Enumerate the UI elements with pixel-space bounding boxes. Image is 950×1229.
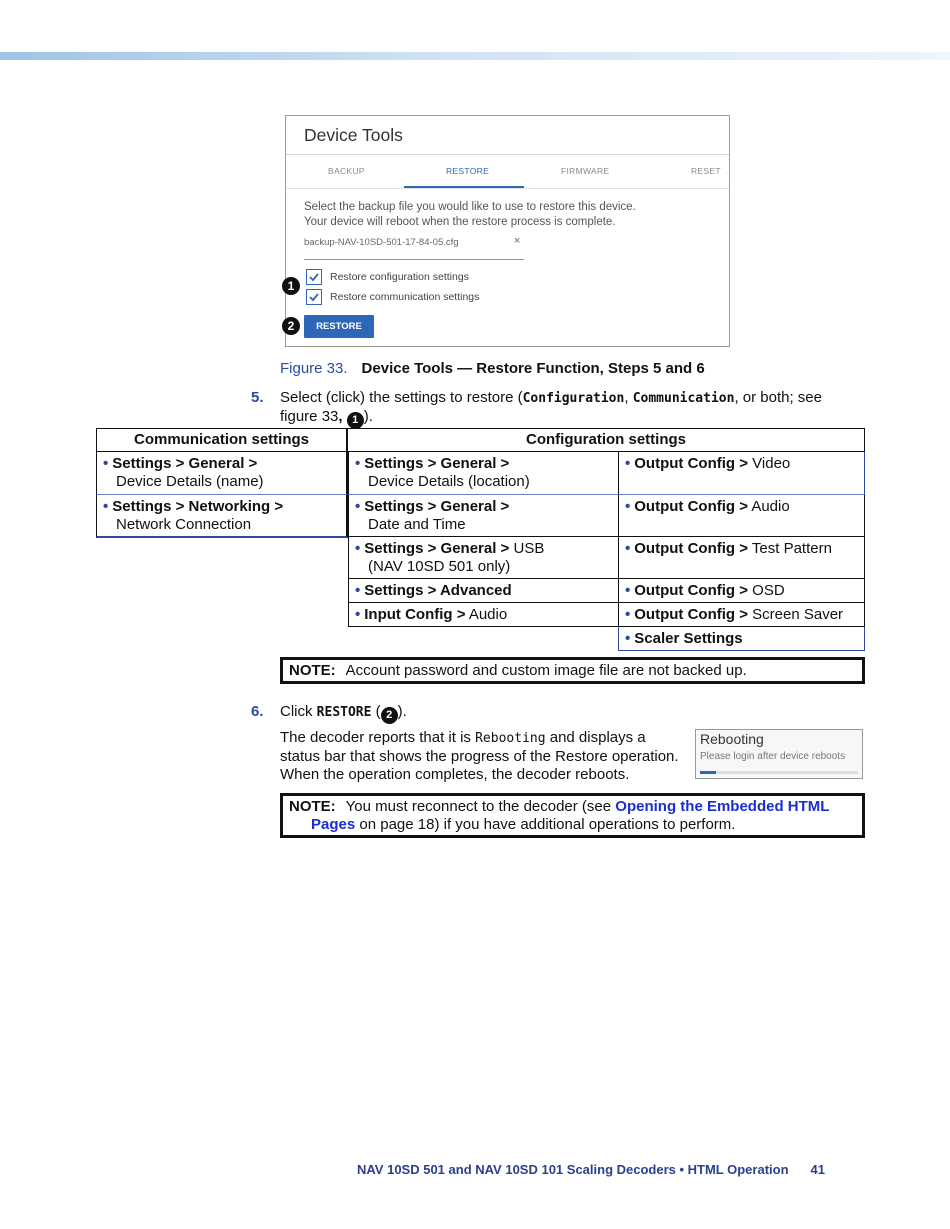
setting-path: Input Config > xyxy=(364,606,466,623)
file-field-underline xyxy=(304,259,524,260)
setting-path: Output Config > xyxy=(634,606,748,623)
step-5-text xyxy=(280,389,840,429)
figure-reference: figure 33 xyxy=(280,408,339,425)
note-label: NOTE: xyxy=(289,798,336,815)
table-cell xyxy=(618,495,865,537)
table-cell xyxy=(618,627,865,651)
bullet: • xyxy=(355,582,361,599)
bullet: • xyxy=(103,455,109,472)
para-text: When the operation completes, the decoder reboots. xyxy=(280,766,630,783)
step-6-paragraph xyxy=(280,729,690,784)
setting-detail: Network Connection xyxy=(116,516,252,533)
setting-path: Settings > General > xyxy=(112,455,258,472)
bullet: • xyxy=(625,540,631,557)
bullet: • xyxy=(625,582,631,599)
callout-1: 1 xyxy=(282,277,300,295)
tab-firmware[interactable]: FIRMWARE xyxy=(561,166,610,176)
setting-rest: Test Pattern xyxy=(748,540,832,557)
progress-bar xyxy=(700,771,858,774)
bullet: • xyxy=(103,498,109,515)
setting-path: Output Config > xyxy=(634,498,748,515)
tab-backup[interactable]: BACKUP xyxy=(328,166,365,176)
step-number: 6. xyxy=(251,703,264,720)
restore-configuration-label: Restore configuration settings xyxy=(330,271,469,283)
setting-path: Settings > General > xyxy=(364,540,510,557)
code-restore: RESTORE xyxy=(316,705,372,720)
table-cell xyxy=(618,579,865,603)
header-gradient-bar xyxy=(0,52,950,60)
note-label: NOTE: xyxy=(289,662,336,679)
callout-1-ref: 1 xyxy=(347,412,364,429)
link-embedded-html-pages[interactable]: Opening the Embedded HTML xyxy=(615,798,830,815)
setting-path: Output Config > xyxy=(634,582,748,599)
step-text: ). xyxy=(397,703,407,720)
tab-reset[interactable]: RESET xyxy=(691,166,721,176)
restore-button[interactable]: RESTORE xyxy=(304,315,374,338)
check-icon xyxy=(308,271,320,283)
table-cell xyxy=(348,452,618,495)
setting-rest: USB xyxy=(509,540,545,557)
step-6-text xyxy=(280,703,407,724)
note-backup xyxy=(280,657,865,684)
table-header: Configuration settings xyxy=(348,428,865,452)
link-embedded-html-pages[interactable]: Pages xyxy=(311,816,356,833)
table-cell xyxy=(618,537,865,579)
setting-rest: OSD xyxy=(748,582,785,599)
setting-rest: Video xyxy=(748,455,791,472)
backup-file-name: backup-NAV-10SD-501-17-84-05.cfg xyxy=(304,237,459,248)
code-rebooting: Rebooting xyxy=(475,731,546,746)
rebooting-title: Rebooting xyxy=(700,731,764,747)
bullet: • xyxy=(625,630,631,647)
table-row xyxy=(96,452,348,495)
table-cell xyxy=(348,579,618,603)
footer-text: NAV 10SD 501 and NAV 10SD 101 Scaling Decoders • HTML Operation xyxy=(357,1162,789,1177)
step-text: Select (click) the settings to restore ( xyxy=(280,389,523,406)
restore-instructions xyxy=(304,200,636,230)
page-footer xyxy=(357,1162,825,1177)
restore-communication-checkbox[interactable] xyxy=(306,289,322,305)
para-text: status bar that shows the progress of the Restore operation. xyxy=(280,748,679,765)
check-icon xyxy=(308,291,320,303)
bullet: • xyxy=(625,606,631,623)
separator: , xyxy=(624,389,633,406)
note-reconnect xyxy=(280,793,865,838)
step-number: 5. xyxy=(251,389,264,406)
divider xyxy=(286,154,729,155)
callout-2: 2 xyxy=(282,317,300,335)
figure-number: Figure 33. xyxy=(280,360,348,377)
restore-configuration-checkbox[interactable] xyxy=(306,269,322,285)
bullet: • xyxy=(625,455,631,472)
setting-path: Scaler Settings xyxy=(634,630,743,647)
setting-path: Settings > Advanced xyxy=(364,582,512,599)
code-configuration: Configuration xyxy=(522,391,625,406)
code-communication: Communication xyxy=(632,391,735,406)
step-text: , or both; see xyxy=(734,389,822,406)
para-text: The decoder reports that it is xyxy=(280,729,476,746)
setting-path: Output Config > xyxy=(634,540,748,557)
bullet: • xyxy=(355,606,361,623)
bullet: • xyxy=(355,540,361,557)
bullet: • xyxy=(355,455,361,472)
restore-communication-label: Restore communication settings xyxy=(330,291,480,303)
table-cell xyxy=(618,603,865,627)
setting-detail: Device Details (name) xyxy=(116,473,264,490)
setting-path: Settings > General > xyxy=(364,455,510,472)
setting-path: Settings > Networking > xyxy=(112,498,284,515)
setting-rest: Screen Saver xyxy=(748,606,844,623)
table-row xyxy=(96,495,348,538)
setting-path: Output Config > xyxy=(634,455,748,472)
callout-2-ref: 2 xyxy=(381,707,398,724)
setting-rest: Audio xyxy=(465,606,508,623)
table-cell xyxy=(348,495,618,537)
step-text: ). xyxy=(363,408,373,425)
progress-fill xyxy=(700,771,716,774)
instruction-line: Your device will reboot when the restore process is complete. xyxy=(304,216,616,228)
table-header: Communication settings xyxy=(96,428,348,452)
step-text: Click xyxy=(280,703,317,720)
setting-rest: Audio xyxy=(748,498,790,515)
note-text: Account password and custom image file are not backed up. xyxy=(345,662,747,679)
bullet: • xyxy=(355,498,361,515)
setting-detail: (NAV 10SD 501 only) xyxy=(368,558,511,575)
setting-detail: Date and Time xyxy=(368,516,466,533)
page-number: 41 xyxy=(810,1162,825,1177)
divider xyxy=(286,188,729,189)
figure-title: Device Tools — Restore Function, Steps 5 and 6 xyxy=(361,360,705,377)
setting-detail: Device Details (location) xyxy=(368,473,530,490)
setting-path: Settings > General > xyxy=(364,498,510,515)
rebooting-status-box xyxy=(695,729,863,779)
step-text: ( xyxy=(371,703,381,720)
instruction-line: Select the backup file you would like to use to restore this device. xyxy=(304,201,636,213)
table-cell xyxy=(348,537,618,579)
step-text: , xyxy=(338,408,347,425)
clear-file-icon[interactable]: × xyxy=(514,235,521,247)
note-text: You must reconnect to the decoder (see xyxy=(345,798,616,815)
rebooting-message: Please login after device reboots xyxy=(700,751,846,762)
bullet: • xyxy=(625,498,631,515)
figure-caption xyxy=(280,360,705,377)
device-tools-screenshot xyxy=(285,115,730,347)
table-cell xyxy=(348,603,618,627)
table-cell xyxy=(618,452,865,495)
note-text: on page 18) if you have additional operations to perform. xyxy=(355,816,736,833)
tab-restore[interactable]: RESTORE xyxy=(446,166,490,176)
device-tools-title: Device Tools xyxy=(304,125,403,145)
para-text: and displays a xyxy=(545,729,646,746)
